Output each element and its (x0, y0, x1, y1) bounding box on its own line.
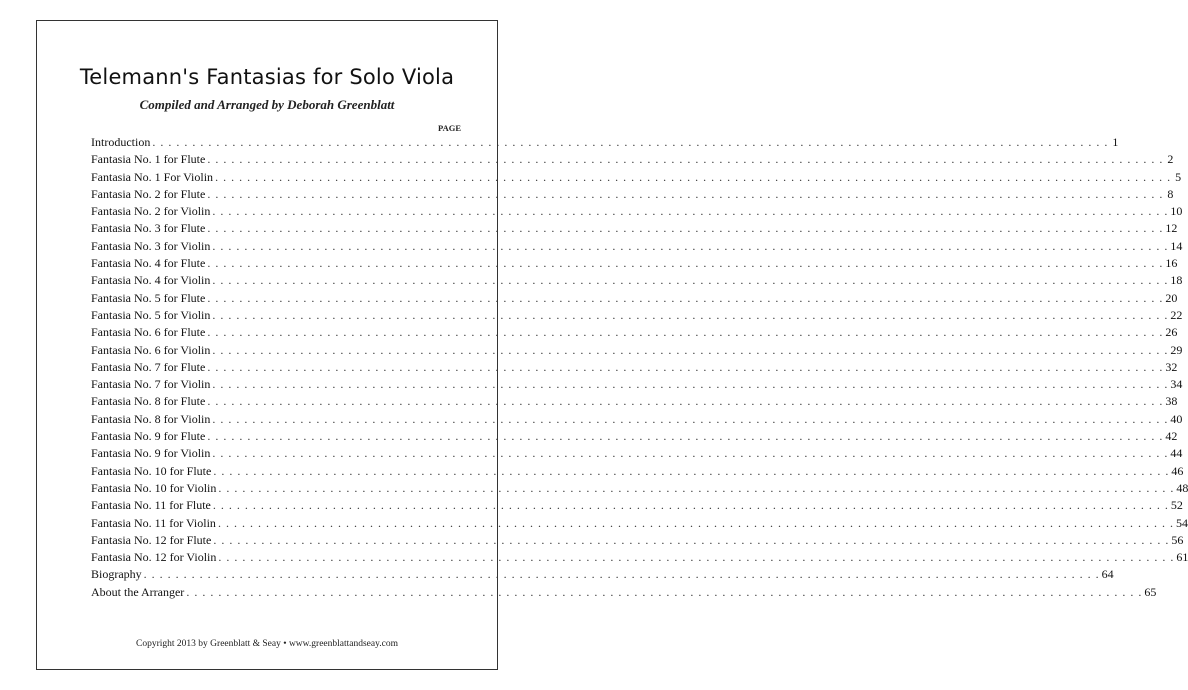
toc-entry-page: 14 (1170, 238, 1183, 253)
toc-entry-page: 34 (1170, 377, 1183, 392)
toc-entry-title: Fantasia No. 8 for Flute (91, 394, 206, 409)
toc-entry-page: 54 (1175, 515, 1188, 530)
toc-entry-page: 18 (1170, 273, 1183, 288)
page-title: Telemann's Fantasias for Solo Viola (79, 65, 455, 89)
dot-leader: . . . . . . . . . . . . . . . . . . . . . . . . . . . . . . . . . . . . . . . . . . . . . . . . . . . . . . . . . . . . . . . . . . . . . . . . . . . . . . . . . . . . . . . . . . . . . . . . . . . . . . . . . . . . . . . . . . . . . . . . (218, 550, 1175, 565)
toc-entry (91, 134, 1119, 151)
toc-entry-page: 56 (1171, 532, 1184, 547)
toc-entry (91, 203, 1183, 220)
toc-entry-page: 10 (1170, 204, 1183, 219)
toc-entry-page: 61 (1176, 550, 1188, 565)
toc-entry-page: 12 (1165, 221, 1178, 236)
dot-leader: . . . . . . . . . . . . . . . . . . . . . . . . . . . . . . . . . . . . . . . . . . . . . . . . . . . . . . . . . . . . . . . . . . . . . . . . . . . . . . . . . . . . . . . . . . . . . . . . . . . . . . . . . . . . . . . . . . . . . . . . (215, 169, 1172, 184)
page-column-header: PAGE (438, 123, 461, 133)
toc-entry-title: Fantasia No. 2 for Violin (91, 204, 211, 219)
toc-entry (91, 463, 1184, 480)
toc-entry-title: Fantasia No. 8 for Violin (91, 411, 211, 426)
dot-leader: . . . . . . . . . . . . . . . . . . . . . . . . . . . . . . . . . . . . . . . . . . . . . . . . . . . . . . . . . . . . . . . . . . . . . . . . . . . . . . . . . . . . . . . . . . . . . . . . . . . . . . . . . . . . . . . . . . . . . . . . (207, 186, 1164, 201)
dot-leader: . . . . . . . . . . . . . . . . . . . . . . . . . . . . . . . . . . . . . . . . . . . . . . . . . . . . . . . . . . . . . . . . . . . . . . . . . . . . . . . . . . . . . . . . . . . . . . . . . . . . . . . . . . . . . . . . . . . . . . . . (212, 204, 1169, 219)
toc-entry (91, 515, 1188, 532)
toc-entry (91, 220, 1178, 237)
dot-leader: . . . . . . . . . . . . . . . . . . . . . . . . . . . . . . . . . . . . . . . . . . . . . . . . . . . . . . . . . . . . . . . . . . . . . . . . . . . . . . . . . . . . . . . . . . . . . . . . . . . . . . . . . . . . . . . . . . . . . . . . (212, 342, 1169, 357)
toc-entry (91, 428, 1178, 445)
toc-entry-page: 32 (1165, 359, 1178, 374)
toc-entry-page: 65 (1144, 584, 1157, 599)
dot-leader: . . . . . . . . . . . . . . . . . . . . . . . . . . . . . . . . . . . . . . . . . . . . . . . . . . . . . . . . . . . . . . . . . . . . . . . . . . . . . . . . . . . . . . . . . . . . . . . . . . . . . . . . . . . . . . . . . . . . . . . . (218, 480, 1175, 495)
toc-entry-page: 38 (1165, 394, 1178, 409)
toc-entry (91, 169, 1182, 186)
toc-entry (91, 549, 1188, 566)
dot-leader: . . . . . . . . . . . . . . . . . . . . . . . . . . . . . . . . . . . . . . . . . . . . . . . . . . . . . . . . . . . . . . . . . . . . . . . . . . . . . . . . . . . . . . . . . . . . . . . . . . . . . . . . . . . . . . . . . . . . . . . . (207, 394, 1164, 409)
toc-entry-page: 64 (1101, 567, 1114, 582)
dot-leader: . . . . . . . . . . . . . . . . . . . . . . . . . . . . . . . . . . . . . . . . . . . . . . . . . . . . . . . . . . . . . . . . . . . . . . . . . . . . . . . . . . . . . . . . . . . . . . . . . . . . . . . . . . . . . . . . . . . . . . . . (212, 498, 1169, 513)
dot-leader: . . . . . . . . . . . . . . . . . . . . . . . . . . . . . . . . . . . . . . . . . . . . . . . . . . . . . . . . . . . . . . . . . . . . . . . . . . . . . . . . . . . . . . . . . . . . . . . . . . . . . . . . . . . . . . . . . . . . . . . . (207, 429, 1164, 444)
dot-leader: . . . . . . . . . . . . . . . . . . . . . . . . . . . . . . . . . . . . . . . . . . . . . . . . . . . . . . . . . . . . . . . . . . . . . . . . . . . . . . . . . . . . . . . . . . . . . . . . . . . . . . . . . . . . . . . . . . . . . . . . (143, 567, 1100, 582)
toc-entry-title: Fantasia No. 3 for Violin (91, 238, 211, 253)
toc-entry-page: 20 (1165, 290, 1178, 305)
dot-leader: . . . . . . . . . . . . . . . . . . . . . . . . . . . . . . . . . . . . . . . . . . . . . . . . . . . . . . . . . . . . . . . . . . . . . . . . . . . . . . . . . . . . . . . . . . . . . . . . . . . . . . . . . . . . . . . . . . . . . . . . (212, 446, 1169, 461)
dot-leader: . . . . . . . . . . . . . . . . . . . . . . . . . . . . . . . . . . . . . . . . . . . . . . . . . . . . . . . . . . . . . . . . . . . . . . . . . . . . . . . . . . . . . . . . . . . . . . . . . . . . . . . . . . . . . . . . . . . . . . . . (212, 377, 1169, 392)
dot-leader: . . . . . . . . . . . . . . . . . . . . . . . . . . . . . . . . . . . . . . . . . . . . . . . . . . . . . . . . . . . . . . . . . . . . . . . . . . . . . . . . . . . . . . . . . . . . . . . . . . . . . . . . . . . . . . . . . . . . . . . . (212, 411, 1169, 426)
toc-entry (91, 566, 1114, 583)
dot-leader: . . . . . . . . . . . . . . . . . . . . . . . . . . . . . . . . . . . . . . . . . . . . . . . . . . . . . . . . . . . . . . . . . . . . . . . . . . . . . . . . . . . . . . . . . . . . . . . . . . . . . . . . . . . . . . . . . . . . . . . . (213, 532, 1170, 547)
toc-entry (91, 411, 1183, 428)
dot-leader: . . . . . . . . . . . . . . . . . . . . . . . . . . . . . . . . . . . . . . . . . . . . . . . . . . . . . . . . . . . . . . . . . . . . . . . . . . . . . . . . . . . . . . . . . . . . . . . . . . . . . . . . . . . . . . . . . . . . . . . . (152, 135, 1109, 149)
toc-entry-title: Fantasia No. 12 for Flute (91, 532, 212, 547)
toc-entry-title: Biography (91, 567, 142, 582)
toc-entry-title: Fantasia No. 7 for Flute (91, 359, 206, 374)
toc-entry-title: Fantasia No. 9 for Violin (91, 446, 211, 461)
toc-entry-title: Fantasia No. 11 for Violin (91, 515, 216, 530)
toc-entry-title: Fantasia No. 7 for Violin (91, 377, 211, 392)
toc-entry-title: Fantasia No. 10 for Violin (91, 480, 217, 495)
toc-entry (91, 376, 1183, 393)
toc-entry-title: Fantasia No. 4 for Flute (91, 256, 206, 271)
dot-leader: . . . . . . . . . . . . . . . . . . . . . . . . . . . . . . . . . . . . . . . . . . . . . . . . . . . . . . . . . . . . . . . . . . . . . . . . . . . . . . . . . . . . . . . . . . . . . . . . . . . . . . . . . . . . . . . . . . . . . . . . (212, 238, 1169, 253)
toc-entry (91, 272, 1183, 289)
toc-entry-page: 48 (1176, 480, 1188, 495)
dot-leader: . . . . . . . . . . . . . . . . . . . . . . . . . . . . . . . . . . . . . . . . . . . . . . . . . . . . . . . . . . . . . . . . . . . . . . . . . . . . . . . . . . . . . . . . . . . . . . . . . . . . . . . . . . . . . . . . . . . . . . . . (186, 584, 1143, 599)
toc-entry-title: Fantasia No. 12 for Violin (91, 550, 217, 565)
dot-leader: . . . . . . . . . . . . . . . . . . . . . . . . . . . . . . . . . . . . . . . . . . . . . . . . . . . . . . . . . . . . . . . . . . . . . . . . . . . . . . . . . . . . . . . . . . . . . . . . . . . . . . . . . . . . . . . . . . . . . . . . (207, 290, 1164, 305)
toc-entry-title: Fantasia No. 5 for Violin (91, 307, 211, 322)
toc-entry (91, 359, 1178, 376)
toc-entry-title: Fantasia No. 4 for Violin (91, 273, 211, 288)
toc-entry (91, 584, 1157, 601)
toc-entry-title: Fantasia No. 6 for Violin (91, 342, 211, 357)
toc-entry (91, 151, 1174, 168)
toc-entry-title: Fantasia No. 9 for Flute (91, 429, 206, 444)
toc-entry (91, 497, 1183, 514)
toc-entry-title: Fantasia No. 1 for Flute (91, 152, 206, 167)
toc-entry-page: 5 (1175, 169, 1182, 184)
toc-entry-title: Fantasia No. 6 for Flute (91, 325, 206, 340)
dot-leader: . . . . . . . . . . . . . . . . . . . . . . . . . . . . . . . . . . . . . . . . . . . . . . . . . . . . . . . . . . . . . . . . . . . . . . . . . . . . . . . . . . . . . . . . . . . . . . . . . . . . . . . . . . . . . . . . . . . . . . . . (212, 273, 1169, 288)
toc-entry-page: 16 (1165, 256, 1178, 271)
toc-entry-page: 40 (1170, 411, 1183, 426)
toc-entry (91, 480, 1188, 497)
toc-entry-title: About the Arranger (91, 584, 185, 599)
toc-entry (91, 445, 1183, 462)
toc-entry-page: 52 (1170, 498, 1183, 513)
toc-entry (91, 532, 1184, 549)
toc-entry-page: 29 (1170, 342, 1183, 357)
table-of-contents (91, 134, 1188, 601)
toc-entry-title: Fantasia No. 10 for Flute (91, 463, 212, 478)
toc-entry-page: 44 (1170, 446, 1183, 461)
dot-leader: . . . . . . . . . . . . . . . . . . . . . . . . . . . . . . . . . . . . . . . . . . . . . . . . . . . . . . . . . . . . . . . . . . . . . . . . . . . . . . . . . . . . . . . . . . . . . . . . . . . . . . . . . . . . . . . . . . . . . . . . (207, 221, 1164, 236)
dot-leader: . . . . . . . . . . . . . . . . . . . . . . . . . . . . . . . . . . . . . . . . . . . . . . . . . . . . . . . . . . . . . . . . . . . . . . . . . . . . . . . . . . . . . . . . . . . . . . . . . . . . . . . . . . . . . . . . . . . . . . . . (212, 307, 1169, 322)
toc-entry (91, 393, 1178, 410)
toc-entry (91, 238, 1183, 255)
dot-leader: . . . . . . . . . . . . . . . . . . . . . . . . . . . . . . . . . . . . . . . . . . . . . . . . . . . . . . . . . . . . . . . . . . . . . . . . . . . . . . . . . . . . . . . . . . . . . . . . . . . . . . . . . . . . . . . . . . . . . . . . (207, 152, 1164, 167)
toc-entry-page: 26 (1165, 325, 1178, 340)
toc-entry-page: 8 (1167, 186, 1174, 201)
toc-entry-page: 42 (1165, 429, 1178, 444)
toc-entry-page: 1 (1112, 135, 1119, 149)
toc-entry-page: 2 (1167, 152, 1174, 167)
dot-leader: . . . . . . . . . . . . . . . . . . . . . . . . . . . . . . . . . . . . . . . . . . . . . . . . . . . . . . . . . . . . . . . . . . . . . . . . . . . . . . . . . . . . . . . . . . . . . . . . . . . . . . . . . . . . . . . . . . . . . . . . (207, 359, 1164, 374)
toc-entry (91, 186, 1174, 203)
toc-entry-page: 22 (1170, 307, 1183, 322)
toc-entry-title: Fantasia No. 2 for Flute (91, 186, 206, 201)
page-subtitle: Compiled and Arranged by Deborah Greenblatt (139, 97, 395, 112)
dot-leader: . . . . . . . . . . . . . . . . . . . . . . . . . . . . . . . . . . . . . . . . . . . . . . . . . . . . . . . . . . . . . . . . . . . . . . . . . . . . . . . . . . . . . . . . . . . . . . . . . . . . . . . . . . . . . . . . . . . . . . . . (217, 515, 1174, 530)
dot-leader: . . . . . . . . . . . . . . . . . . . . . . . . . . . . . . . . . . . . . . . . . . . . . . . . . . . . . . . . . . . . . . . . . . . . . . . . . . . . . . . . . . . . . . . . . . . . . . . . . . . . . . . . . . . . . . . . . . . . . . . . (207, 256, 1164, 271)
toc-entry (91, 342, 1183, 359)
dot-leader: . . . . . . . . . . . . . . . . . . . . . . . . . . . . . . . . . . . . . . . . . . . . . . . . . . . . . . . . . . . . . . . . . . . . . . . . . . . . . . . . . . . . . . . . . . . . . . . . . . . . . . . . . . . . . . . . . . . . . . . . (207, 325, 1164, 340)
page-frame (36, 20, 1188, 670)
toc-entry (91, 255, 1178, 272)
toc-entry (91, 307, 1183, 324)
toc-entry-title: Introduction (91, 135, 151, 149)
toc-entry-title: Fantasia No. 3 for Flute (91, 221, 206, 236)
toc-entry (91, 290, 1178, 307)
copyright-footer: Copyright 2013 by Greenblatt & Seay • www.greenblattandseay.com (136, 639, 398, 649)
toc-entry-title: Fantasia No. 11 for Flute (91, 498, 211, 513)
toc-entry (91, 324, 1178, 341)
toc-entry-page: 46 (1171, 463, 1184, 478)
toc-entry-title: Fantasia No. 5 for Flute (91, 290, 206, 305)
toc-entry-title: Fantasia No. 1 For Violin (91, 169, 214, 184)
dot-leader: . . . . . . . . . . . . . . . . . . . . . . . . . . . . . . . . . . . . . . . . . . . . . . . . . . . . . . . . . . . . . . . . . . . . . . . . . . . . . . . . . . . . . . . . . . . . . . . . . . . . . . . . . . . . . . . . . . . . . . . . (213, 463, 1170, 478)
